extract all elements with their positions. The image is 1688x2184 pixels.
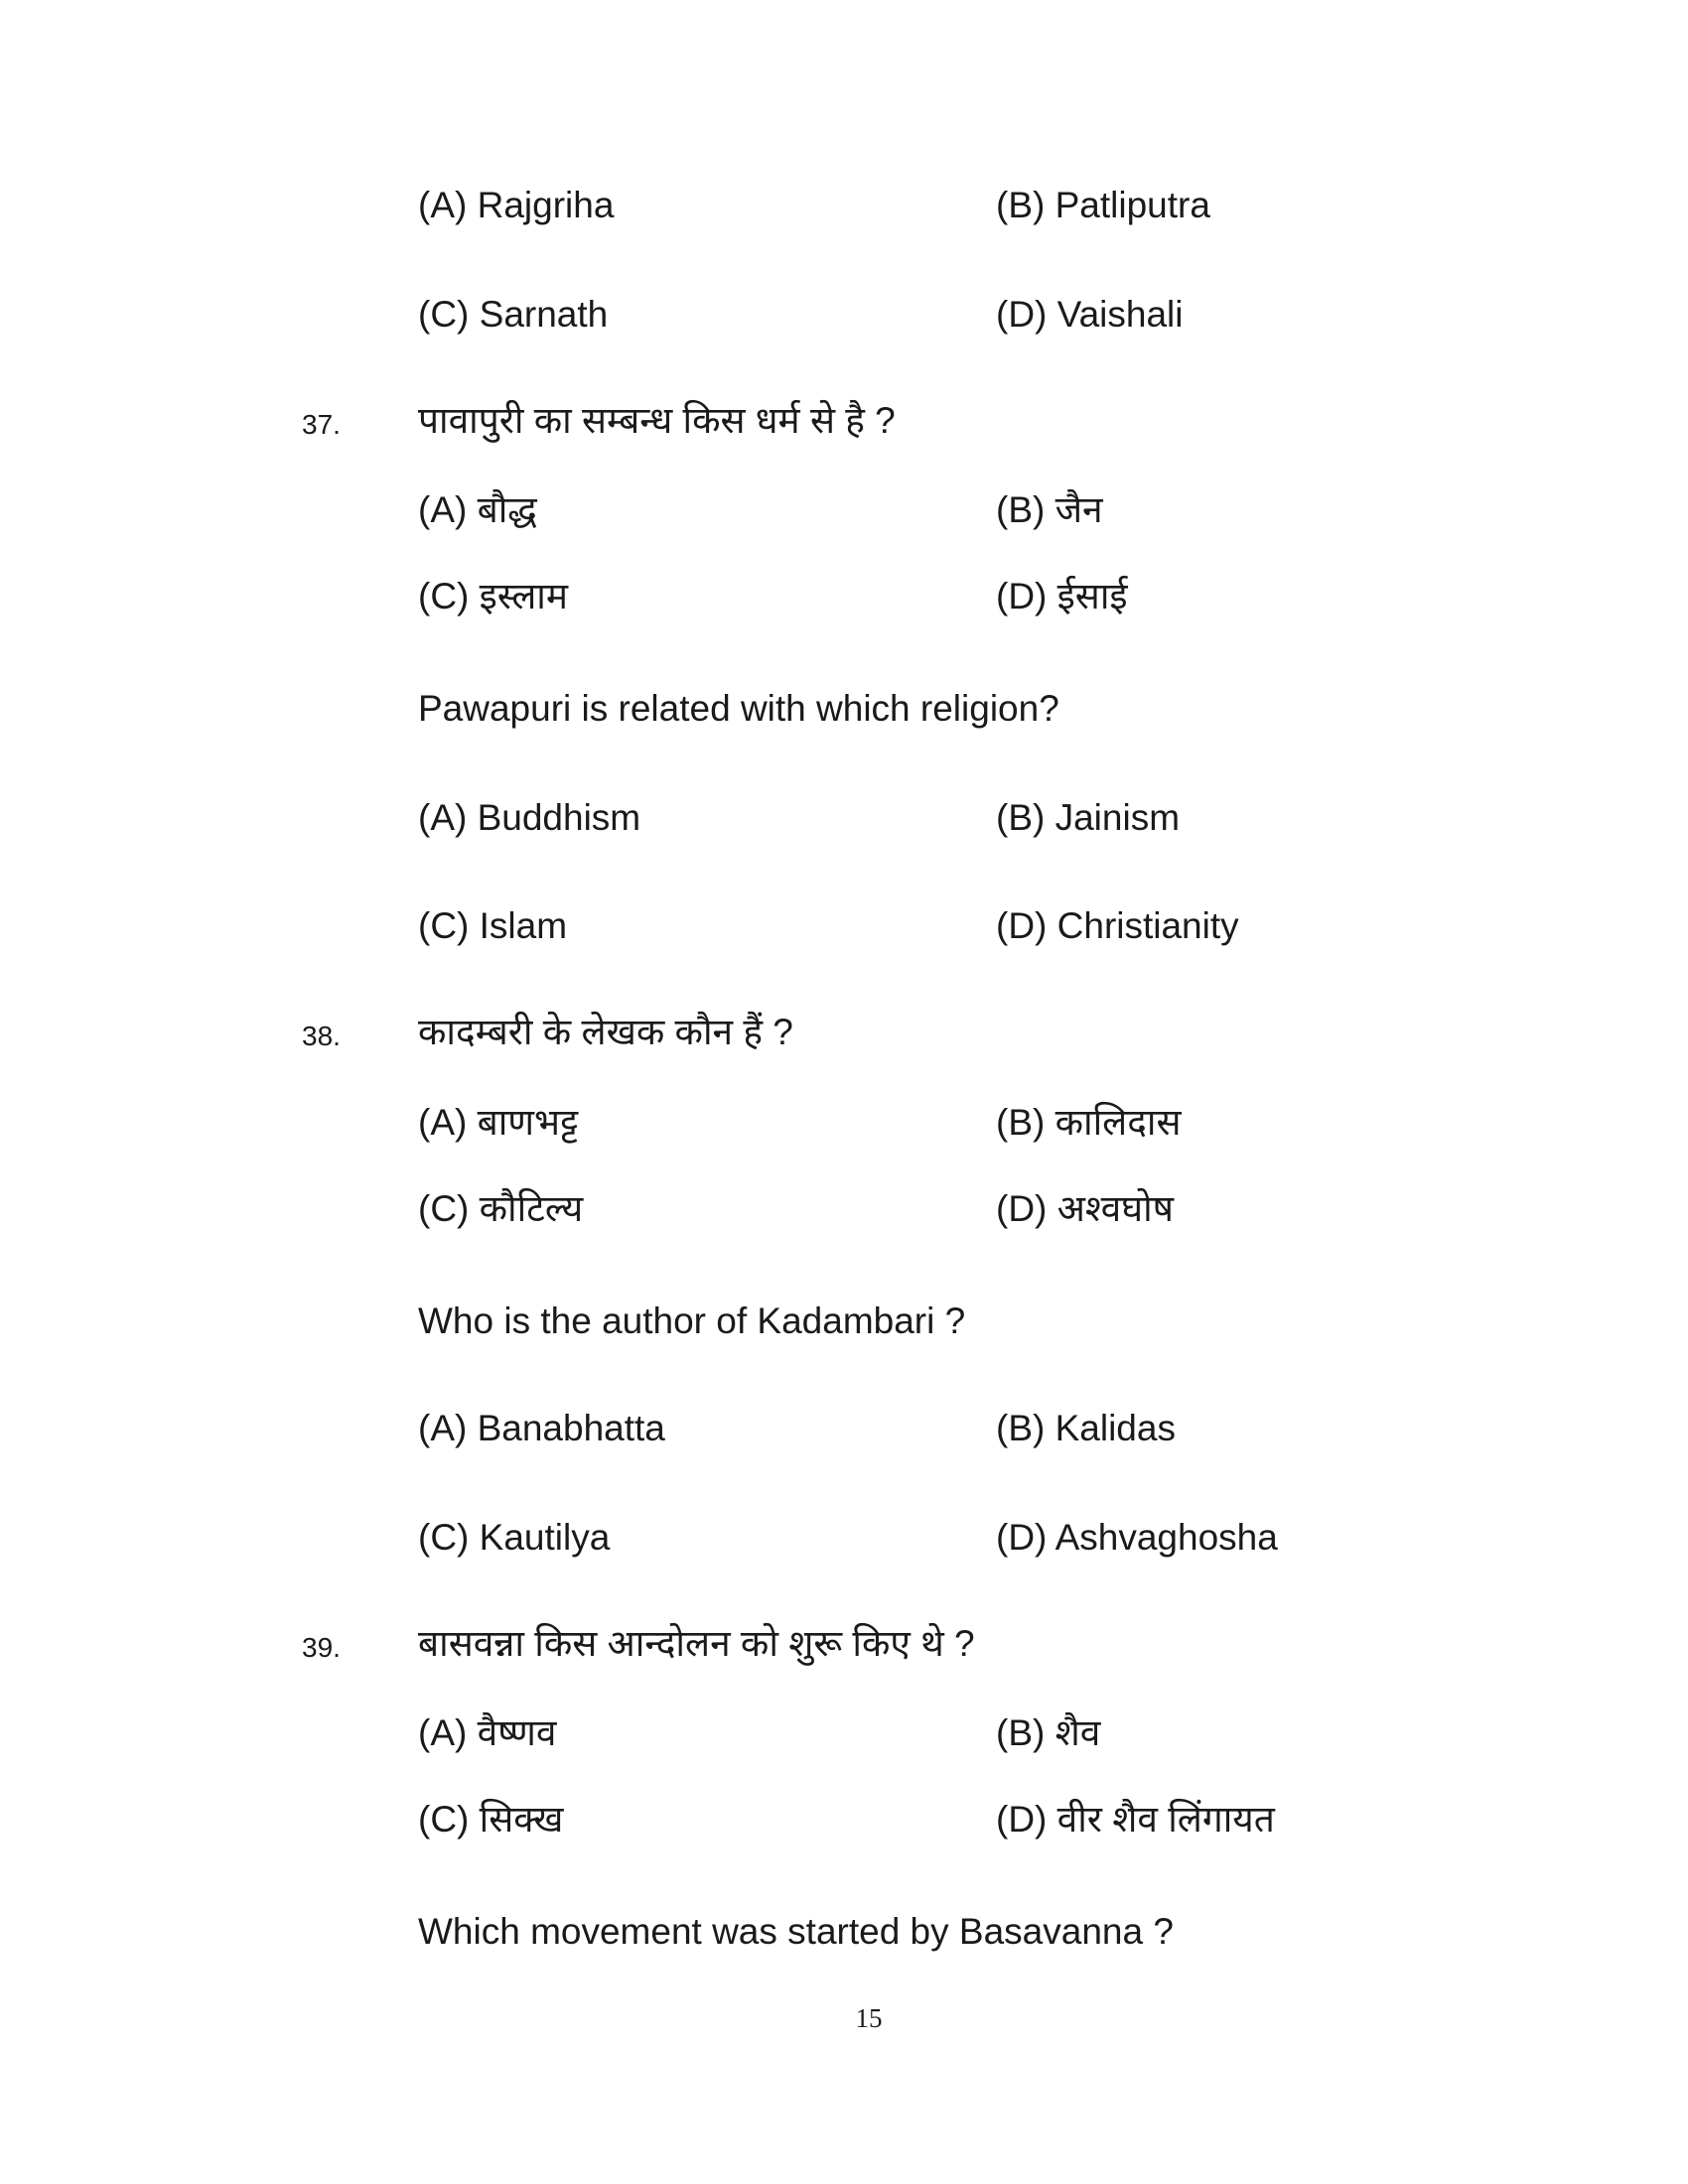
option-b: (B) Jainism bbox=[996, 797, 1181, 838]
option-b-hindi: (B) शैव bbox=[996, 1712, 1101, 1753]
option-b-hindi: (B) जैन bbox=[996, 489, 1103, 530]
option-a: (A) Buddhism bbox=[418, 797, 641, 838]
option-b: (B) Patliputra bbox=[996, 185, 1210, 225]
option-d-hindi: (D) ईसाई bbox=[996, 576, 1128, 616]
question-english: Pawapuri is related with which religion? bbox=[418, 688, 1059, 729]
option-d: (D) Vaishali bbox=[996, 294, 1184, 335]
option-a-hindi: (A) वैष्णव bbox=[418, 1712, 557, 1753]
question-number: 37. bbox=[302, 409, 341, 440]
option-a-hindi: (A) बौद्ध bbox=[418, 489, 537, 530]
option-c: (C) Islam bbox=[418, 905, 568, 946]
question-english: Who is the author of Kadambari ? bbox=[418, 1300, 966, 1341]
question-number: 39. bbox=[302, 1632, 341, 1663]
option-c-hindi: (C) कौटिल्य bbox=[418, 1188, 584, 1229]
option-a-hindi: (A) बाणभट्ट bbox=[418, 1102, 579, 1143]
question-number: 38. bbox=[302, 1021, 341, 1051]
question-hindi: पावापुरी का सम्बन्ध किस धर्म से है ? bbox=[418, 400, 896, 441]
page-number: 15 bbox=[855, 2003, 883, 2033]
option-c-hindi: (C) इस्लाम bbox=[418, 576, 568, 616]
option-b: (B) Kalidas bbox=[996, 1408, 1176, 1448]
question-hindi: बासवन्ना किस आन्दोलन को शुरू किए थे ? bbox=[418, 1623, 975, 1664]
option-d: (D) Ashvaghosha bbox=[996, 1517, 1278, 1558]
option-c-hindi: (C) सिक्ख bbox=[418, 1799, 564, 1840]
question-english: Which movement was started by Basavanna ? bbox=[418, 1911, 1174, 1952]
option-b-hindi: (B) कालिदास bbox=[996, 1102, 1182, 1143]
option-c: (C) Kautilya bbox=[418, 1517, 611, 1558]
option-d: (D) Christianity bbox=[996, 905, 1239, 946]
question-hindi: कादम्बरी के लेखक कौन हैं ? bbox=[418, 1012, 793, 1052]
option-d-hindi: (D) अश्वघोष bbox=[996, 1188, 1175, 1229]
option-d-hindi: (D) वीर शैव लिंगायत bbox=[996, 1799, 1275, 1840]
option-a: (A) Banabhatta bbox=[418, 1408, 665, 1448]
option-a: (A) Rajgriha bbox=[418, 185, 615, 225]
option-c: (C) Sarnath bbox=[418, 294, 609, 335]
